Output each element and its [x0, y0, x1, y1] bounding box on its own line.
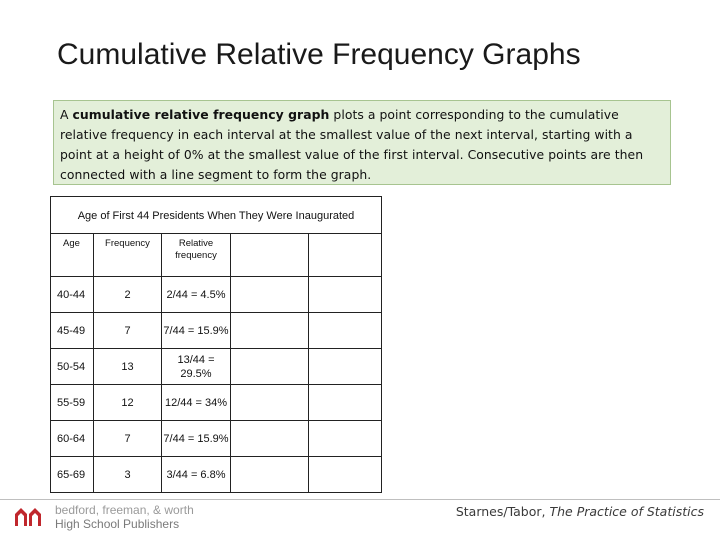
- slide-title: Cumulative Relative Frequency Graphs: [57, 38, 581, 71]
- credit-authors: Starnes/Tabor,: [455, 504, 550, 519]
- publisher-division: High School Publishers: [55, 517, 180, 531]
- cell-empty: [309, 385, 382, 421]
- cell-empty: [231, 277, 309, 313]
- table-header-row: [51, 234, 382, 277]
- header-empty-2: [309, 234, 382, 277]
- cell-relative: 12/44 = 34%: [162, 385, 231, 421]
- cell-age: 45-49: [51, 313, 94, 349]
- cell-empty: [231, 421, 309, 457]
- cell-empty: [231, 385, 309, 421]
- publisher-name: bedford, freeman, & worth: [55, 503, 194, 517]
- table-row: [51, 349, 382, 385]
- cell-age: 60-64: [51, 421, 94, 457]
- cell-empty: [231, 313, 309, 349]
- macmillan-logo-icon: [14, 505, 44, 527]
- book-credit: [456, 504, 704, 519]
- cell-frequency: 2: [94, 277, 162, 313]
- credit-book-title: The Practice of Statistics: [549, 504, 704, 519]
- header-age: Age: [51, 234, 94, 277]
- cell-age: 65-69: [51, 457, 94, 493]
- table-caption: Age of First 44 Presidents When They Were Inaugurated: [51, 197, 382, 234]
- cell-relative: 7/44 = 15.9%: [162, 313, 231, 349]
- cell-empty: [231, 457, 309, 493]
- cell-relative: 7/44 = 15.9%: [162, 421, 231, 457]
- table-row: [51, 421, 382, 457]
- cell-empty: [309, 313, 382, 349]
- cell-age: 55-59: [51, 385, 94, 421]
- cell-frequency: 3: [94, 457, 162, 493]
- cell-frequency: 12: [94, 385, 162, 421]
- cell-frequency: 7: [94, 313, 162, 349]
- header-frequency: Frequency: [94, 234, 162, 277]
- cell-relative: 13/44 = 29.5%: [162, 349, 231, 385]
- definition-lead: A: [60, 107, 73, 122]
- header-empty-1: [231, 234, 309, 277]
- table-row: [51, 385, 382, 421]
- cell-frequency: 7: [94, 421, 162, 457]
- cell-empty: [231, 349, 309, 385]
- cell-empty: [309, 277, 382, 313]
- frequency-table: [50, 196, 382, 493]
- table-row: [51, 313, 382, 349]
- footer-divider: [0, 499, 720, 500]
- cell-relative: 2/44 = 4.5%: [162, 277, 231, 313]
- cell-age: 50-54: [51, 349, 94, 385]
- cell-relative: 3/44 = 6.8%: [162, 457, 231, 493]
- cell-empty: [309, 457, 382, 493]
- definition-term: cumulative relative frequency graph: [72, 107, 330, 122]
- cell-frequency: 13: [94, 349, 162, 385]
- cell-age: 40-44: [51, 277, 94, 313]
- table-row: [51, 277, 382, 313]
- definition-text: plots a point corresponding to the cumulative relative frequency in each interval at the smallest value of the next interval, starting with a point at a height of 0% at the smallest value of the first interval. Consecutive points are then connected with a line segment to form the graph.: [60, 107, 644, 182]
- definition-box: [53, 100, 671, 185]
- cell-empty: [309, 349, 382, 385]
- table-row: [51, 457, 382, 493]
- header-relative-frequency: Relative frequency: [162, 234, 231, 277]
- cell-empty: [309, 421, 382, 457]
